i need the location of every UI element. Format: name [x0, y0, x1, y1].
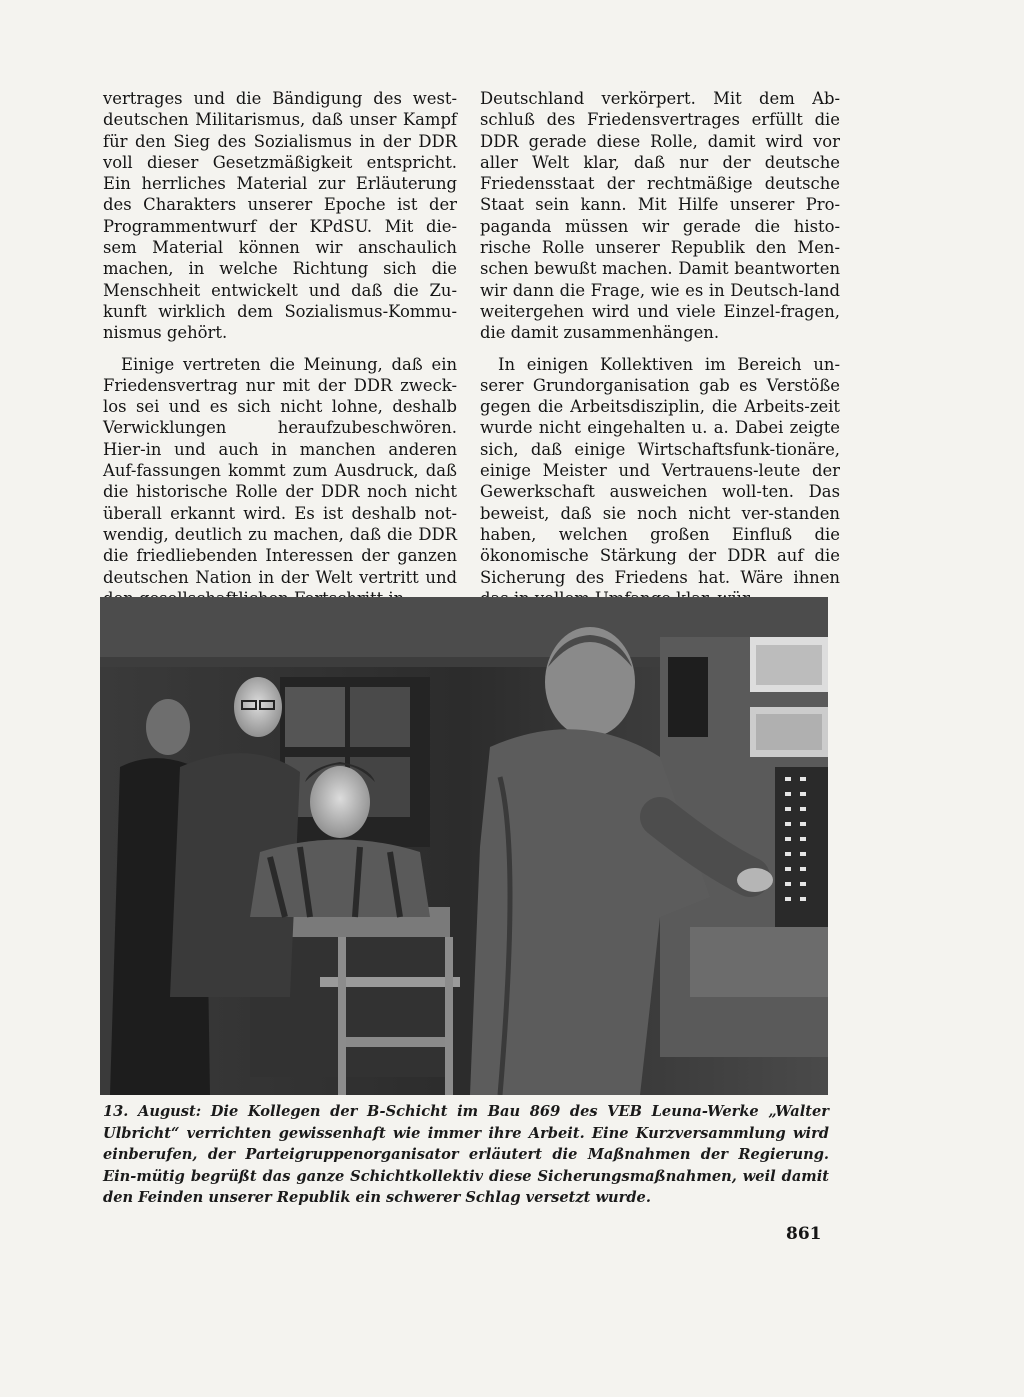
right-text-column: [480, 88, 840, 619]
paragraph: Einige vertreten die Meinung, daß ein Friedensvertrag nur mit der DDR zweck-los sei und es sich nicht lohne, deshalb Verwicklungen heraufzubeschwören. Hier-in und auch in manchen anderen Auf-fassungen kommt zum Ausdruck, daß die historische Rolle der DDR noch nicht überall erkannt wird. Es ist deshalb not-wendig, deutlich zu machen, daß die DDR die friedliebenden Interessen der ganzen deutschen Nation in der Welt vertritt und: [103, 354, 457, 587]
paragraph: vertrages und die Bändigung des west-deutschen Militarismus, daß unser Kampf für den Sieg des Sozialismus in der DDR voll dieser Gesetzmäßigkeit entspricht. Ein herrliches Material zur Erläuterung des Charakters unserer Epoche ist der Programmentwurf der KPdSU. Mit die-sem Material können wir anschaulich machen, in welche Richtung sich die Menschheit entwickelt und daß die Zu-kunft wirklich dem Sozialismus-Kommu-nismus gehört.: [103, 89, 457, 343]
paragraph: Deutschland verkörpert. Mit dem Ab-schluß des Friedensvertrages erfüllt die DDR gerade diese Rolle, damit wird vor aller Welt klar, daß nur der deutsche Friedensstaat der rechtmäßige deutsche Staat sein kann. Mit Hilfe unserer Pro-paganda müssen wir gerade die histo-rische Rolle unserer Republik den Men-schen bewußt machen. Damit beantworten wir dann die Frage, wie es in Deutsch-land weitergehen wird und viele Einzel-fragen, die damit zusammenhängen.: [480, 89, 840, 343]
page-number: 861: [786, 1224, 822, 1244]
photo-control-room-image: [100, 597, 828, 1095]
left-text-column: [103, 88, 457, 619]
photo-caption: 13. August: Die Kollegen der B-Schicht im Bau 869 des VEB Leuna-Werke „Walter Ulbricht“ verrichten gewissenhaft wie immer ihre Arbeit. Eine Kurzversammlung wird einberufen, der Parteigruppenorganisator erläutert die Maßnahmen der Regierung. Ein-mütig begrüßt das ganze Schichtkollektiv diese Sicherungsmaßnahmen, weil damit den Feinden unserer Republik ein schwerer Schlag versetzt wurde.: [103, 1103, 829, 1207]
paragraph: In einigen Kollektiven im Bereich un-serer Grundorganisation gab es Verstöße gegen die Arbeitsdisziplin, die Arbeits-zeit wurde nicht eingehalten u. a. Dabei zeigte sich, daß einige Wirtschaftsfunk-tionäre, einige Meister und Vertrauens-leute der Gewerkschaft ausweichen woll-ten. Das beweist, daß sie noch nicht ver-standen haben, welchen großen Einfluß die ökonomische Stärkung der DDR auf die Sicherung des Friedens hat. Wäre ihnen: [480, 354, 840, 587]
photo: [100, 597, 828, 1095]
